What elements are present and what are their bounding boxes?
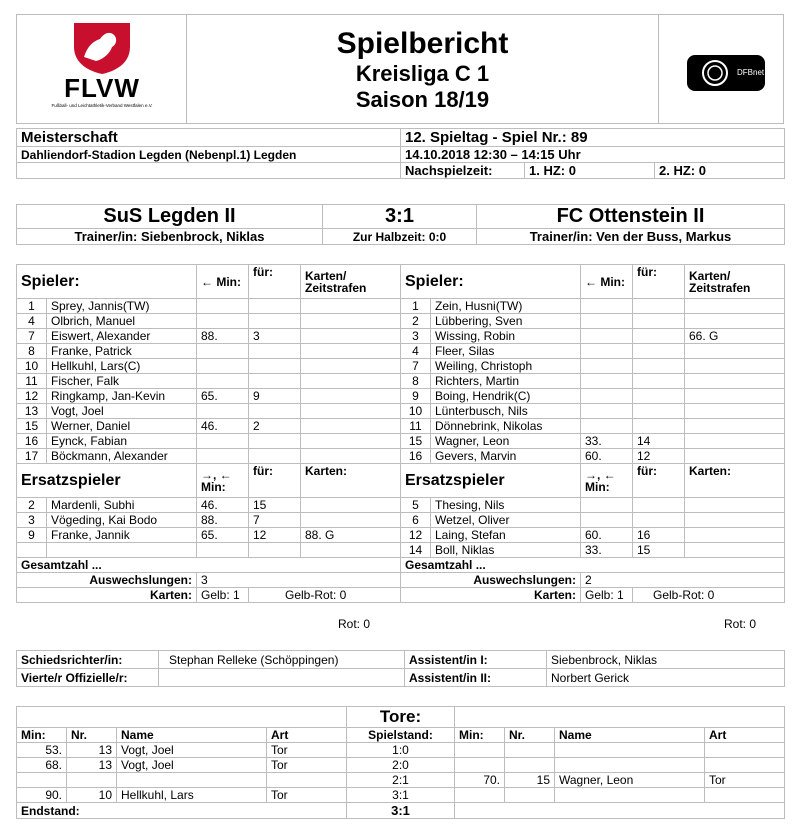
away-for-header: für:	[633, 265, 685, 299]
home-player-cards	[301, 374, 401, 389]
home-sub-min-header: →, ← Min:	[197, 464, 249, 498]
home-sub-for: 12	[249, 528, 301, 543]
away-player-cards	[685, 314, 785, 329]
away-player-number: 2	[401, 314, 431, 329]
away-player-name: Wagner, Leon	[431, 434, 581, 449]
away-player-sub-for	[633, 389, 685, 404]
goal-home-minute: 90.	[17, 788, 67, 803]
goal-away-minute	[455, 788, 505, 803]
lineup-row	[17, 314, 785, 329]
home-sub-cards	[301, 498, 401, 513]
goal-away-name	[555, 758, 705, 773]
goal-home-minute: 68.	[17, 758, 67, 773]
home-player-sub-for	[249, 344, 301, 359]
away-player-cards	[685, 389, 785, 404]
away-players-header: Spieler:	[401, 265, 581, 299]
away-player-number: 16	[401, 449, 431, 464]
home-cards-header: Karten/ Zeitstrafen	[301, 265, 401, 299]
away-player-cards: 66. G	[685, 329, 785, 344]
home-sub-for: 7	[249, 513, 301, 528]
lineup-row	[17, 449, 785, 464]
goal-min-header: Min:	[17, 728, 67, 743]
home-player-sub-minute	[197, 404, 249, 419]
goal-home-name: Hellkuhl, Lars	[117, 788, 267, 803]
home-player-number: 7	[17, 329, 47, 344]
goal-score: 3:1	[347, 788, 455, 803]
dfbnet-badge	[687, 55, 765, 91]
away-player-sub-for	[633, 329, 685, 344]
away-sub-for: 16	[633, 528, 685, 543]
teams-table	[16, 204, 785, 245]
overtime-first-half: 1. HZ: 0	[525, 163, 655, 179]
away-player-name: Wissing, Robin	[431, 329, 581, 344]
home-player-sub-for: 9	[249, 389, 301, 404]
home-subs-count: 3	[197, 573, 401, 588]
goal-home-type	[267, 773, 347, 788]
away-yellow-count: Gelb: 1	[581, 588, 633, 603]
away-player-sub-minute: 33.	[581, 434, 633, 449]
goals-table	[16, 706, 785, 819]
home-player-sub-minute: 46.	[197, 419, 249, 434]
goal-type-header: Art	[267, 728, 347, 743]
competition-type: Meisterschaft	[17, 129, 401, 147]
home-player-name: Eynck, Fabian	[47, 434, 197, 449]
goal-score: 2:1	[347, 773, 455, 788]
dfbnet-label: DFBnet	[737, 68, 765, 77]
away-sub-min-header: →, ← Min:	[581, 464, 633, 498]
away-sub-minute	[581, 498, 633, 513]
dfb-emblem-icon	[701, 59, 729, 87]
flvw-crest-icon	[70, 19, 134, 75]
goal-home-type: Tor	[267, 788, 347, 803]
home-player-sub-minute	[197, 299, 249, 314]
home-sub-name: Vögeding, Kai Bodo	[47, 513, 197, 528]
away-min-header: ← Min:	[581, 265, 633, 299]
away-sub-number: 12	[401, 528, 431, 543]
away-player-sub-for	[633, 404, 685, 419]
goal-name-header-away: Name	[555, 728, 705, 743]
home-player-cards	[301, 404, 401, 419]
home-yellowred-count: Gelb-Rot: 0	[249, 588, 401, 603]
lineup-row	[17, 419, 785, 434]
final-score: 3:1	[323, 205, 477, 229]
away-sub-for	[633, 498, 685, 513]
goal-home-type: Tor	[267, 758, 347, 773]
away-player-name: Lünterbusch, Nils	[431, 404, 581, 419]
away-player-cards	[685, 299, 785, 314]
home-player-sub-minute: 65.	[197, 389, 249, 404]
lineups-table	[16, 264, 785, 603]
report-header	[16, 14, 784, 124]
flvw-subtitle: Fußball- und Leichtathletik-Verband Westfalen e.V.	[51, 103, 153, 108]
goal-row	[17, 788, 785, 803]
home-sub-name	[47, 543, 197, 558]
final-right-spacer	[455, 803, 785, 819]
home-player-sub-for	[249, 314, 301, 329]
home-sub-minute	[197, 543, 249, 558]
home-sub-minute: 65.	[197, 528, 249, 543]
home-player-sub-for	[249, 404, 301, 419]
away-sub-number: 6	[401, 513, 431, 528]
away-player-sub-minute	[581, 359, 633, 374]
home-player-sub-minute	[197, 344, 249, 359]
goal-away-number	[505, 788, 555, 803]
goal-away-minute	[455, 758, 505, 773]
away-sub-minute	[581, 513, 633, 528]
home-player-number: 8	[17, 344, 47, 359]
goal-away-name: Wagner, Leon	[555, 773, 705, 788]
away-subs-count-label: Auswechslungen:	[401, 573, 581, 588]
away-total-label: Gesamtzahl ...	[401, 558, 785, 573]
goal-type-header-away: Art	[705, 728, 785, 743]
away-player-number: 11	[401, 419, 431, 434]
assistant1-label: Assistent/in I:	[405, 651, 547, 669]
home-player-name: Hellkuhl, Lars(C)	[47, 359, 197, 374]
away-sub-cards-header: Karten:	[685, 464, 785, 498]
home-player-number: 4	[17, 314, 47, 329]
report-title: Spielbericht	[336, 27, 509, 60]
away-player-number: 15	[401, 434, 431, 449]
away-player-sub-for	[633, 419, 685, 434]
home-player-cards	[301, 449, 401, 464]
goal-score: 2:0	[347, 758, 455, 773]
goal-away-type	[705, 758, 785, 773]
goal-score-header: Spielstand:	[347, 728, 455, 743]
home-sub-name: Franke, Jannik	[47, 528, 197, 543]
home-sub-for: 15	[249, 498, 301, 513]
away-team-name: FC Ottenstein II	[477, 205, 785, 229]
home-sub-minute: 88.	[197, 513, 249, 528]
officials-table	[16, 650, 785, 687]
home-player-cards	[301, 314, 401, 329]
goal-nr-header: Nr.	[67, 728, 117, 743]
home-player-sub-for	[249, 359, 301, 374]
away-sub-for-header: für:	[633, 464, 685, 498]
goal-row	[17, 743, 785, 758]
goal-away-type	[705, 743, 785, 758]
home-sub-name: Mardenli, Subhi	[47, 498, 197, 513]
away-player-name: Lübbering, Sven	[431, 314, 581, 329]
home-player-sub-for	[249, 299, 301, 314]
away-player-sub-minute	[581, 344, 633, 359]
subs-row	[17, 513, 785, 528]
subs-row	[17, 498, 785, 513]
goals-title: Tore:	[347, 707, 455, 728]
flvw-name: FLVW	[64, 73, 140, 103]
home-sub-number: 2	[17, 498, 47, 513]
away-player-cards	[685, 449, 785, 464]
away-player-sub-minute	[581, 419, 633, 434]
away-coach: Trainer/in: Ven der Buss, Markus	[477, 229, 785, 245]
home-player-cards	[301, 419, 401, 434]
goal-away-number	[505, 743, 555, 758]
subs-row	[17, 543, 785, 558]
away-yellowred-count: Gelb-Rot: 0	[633, 588, 785, 603]
away-player-sub-minute	[581, 314, 633, 329]
match-info-table	[16, 128, 785, 179]
fourth-official-label: Vierte/r Offizielle/r:	[17, 669, 159, 687]
home-player-cards	[301, 434, 401, 449]
goal-home-name: Vogt, Joel	[117, 758, 267, 773]
lineup-row	[17, 389, 785, 404]
home-player-cards	[301, 389, 401, 404]
goal-home-number: 13	[67, 758, 117, 773]
home-player-name: Olbrich, Manuel	[47, 314, 197, 329]
home-yellow-count: Gelb: 1	[197, 588, 249, 603]
away-player-name: Zein, Husni(TW)	[431, 299, 581, 314]
assistant2-name: Norbert Gerick	[547, 669, 785, 687]
home-sub-number: 3	[17, 513, 47, 528]
home-player-name: Vogt, Joel	[47, 404, 197, 419]
home-red-count: Rot: 0	[338, 617, 371, 631]
goal-away-type: Tor	[705, 773, 785, 788]
away-sub-cards	[685, 528, 785, 543]
home-player-cards	[301, 299, 401, 314]
lineup-row	[17, 329, 785, 344]
goals-left-spacer	[17, 707, 347, 728]
home-player-cards	[301, 359, 401, 374]
home-sub-number: 9	[17, 528, 47, 543]
home-player-sub-minute	[197, 314, 249, 329]
away-player-sub-for: 12	[633, 449, 685, 464]
away-sub-name: Laing, Stefan	[431, 528, 581, 543]
away-player-number: 4	[401, 344, 431, 359]
home-player-name: Ringkamp, Jan-Kevin	[47, 389, 197, 404]
flvw-logo	[17, 15, 187, 123]
home-min-header: ← Min:	[197, 265, 249, 299]
overtime-second-half: 2. HZ: 0	[655, 163, 785, 179]
dfbnet-logo	[659, 15, 783, 123]
goal-home-type: Tor	[267, 743, 347, 758]
home-sub-cards	[301, 513, 401, 528]
season-name: Saison 18/19	[355, 87, 490, 112]
away-player-sub-for	[633, 359, 685, 374]
away-sub-minute: 33.	[581, 543, 633, 558]
home-player-sub-for	[249, 434, 301, 449]
goal-home-name: Vogt, Joel	[117, 743, 267, 758]
home-player-sub-minute: 88.	[197, 329, 249, 344]
away-player-number: 10	[401, 404, 431, 419]
away-sub-name: Thesing, Nils	[431, 498, 581, 513]
venue: Dahliendorf-Stadion Legden (Nebenpl.1) Legden	[17, 147, 401, 163]
away-sub-cards	[685, 543, 785, 558]
home-player-number: 13	[17, 404, 47, 419]
home-player-name: Böckmann, Alexander	[47, 449, 197, 464]
home-player-number: 12	[17, 389, 47, 404]
away-subs-count: 2	[581, 573, 785, 588]
away-player-name: Richters, Martin	[431, 374, 581, 389]
away-player-number: 1	[401, 299, 431, 314]
subs-row	[17, 528, 785, 543]
overtime-label: Nachspielzeit:	[401, 163, 525, 179]
home-player-number: 11	[17, 374, 47, 389]
away-player-sub-for	[633, 314, 685, 329]
away-sub-cards	[685, 513, 785, 528]
lineup-row	[17, 344, 785, 359]
away-player-name: Dönnebrink, Nikolas	[431, 419, 581, 434]
away-player-sub-minute	[581, 374, 633, 389]
assistant2-label: Assistent/in II:	[405, 669, 547, 687]
lineup-row	[17, 299, 785, 314]
away-player-sub-for	[633, 299, 685, 314]
away-sub-minute: 60.	[581, 528, 633, 543]
goal-row	[17, 758, 785, 773]
home-for-header: für:	[249, 265, 301, 299]
away-sub-name: Wetzel, Oliver	[431, 513, 581, 528]
away-player-sub-minute	[581, 299, 633, 314]
referee-label: Schiedsrichter/in:	[17, 651, 159, 669]
away-player-name: Weiling, Christoph	[431, 359, 581, 374]
home-sub-number	[17, 543, 47, 558]
away-sub-name: Boll, Niklas	[431, 543, 581, 558]
home-subs-header: Ersatzspieler	[17, 464, 197, 498]
home-player-sub-for	[249, 374, 301, 389]
home-player-name: Sprey, Jannis(TW)	[47, 299, 197, 314]
home-total-label: Gesamtzahl ...	[17, 558, 401, 573]
home-player-sub-minute	[197, 374, 249, 389]
away-sub-number: 14	[401, 543, 431, 558]
home-player-sub-minute	[197, 434, 249, 449]
home-player-cards	[301, 329, 401, 344]
away-player-number: 7	[401, 359, 431, 374]
away-player-cards	[685, 374, 785, 389]
home-sub-minute: 46.	[197, 498, 249, 513]
away-player-name: Gevers, Marvin	[431, 449, 581, 464]
home-player-sub-minute	[197, 359, 249, 374]
goal-home-number: 10	[67, 788, 117, 803]
lineup-row	[17, 404, 785, 419]
lineup-row	[17, 359, 785, 374]
home-player-number: 15	[17, 419, 47, 434]
goal-name-header: Name	[117, 728, 267, 743]
home-sub-cards-header: Karten:	[301, 464, 401, 498]
goal-min-header-away: Min:	[455, 728, 505, 743]
away-player-cards	[685, 434, 785, 449]
lineup-row	[17, 374, 785, 389]
away-subs-header: Ersatzspieler	[401, 464, 581, 498]
match-datetime: 14.10.2018 12:30 – 14:15 Uhr	[401, 147, 785, 163]
home-cards-label: Karten:	[17, 588, 197, 603]
title-block	[187, 15, 659, 123]
away-sub-for: 15	[633, 543, 685, 558]
away-player-name: Boing, Hendrik(C)	[431, 389, 581, 404]
away-sub-for	[633, 513, 685, 528]
fourth-official-name	[159, 669, 405, 687]
assistant1-name: Siebenbrock, Niklas	[547, 651, 785, 669]
away-player-name: Fleer, Silas	[431, 344, 581, 359]
goal-nr-header-away: Nr.	[505, 728, 555, 743]
away-player-sub-for	[633, 374, 685, 389]
home-sub-for	[249, 543, 301, 558]
away-cards-label: Karten:	[401, 588, 581, 603]
final-score-value: 3:1	[347, 803, 455, 819]
home-sub-cards	[301, 543, 401, 558]
goal-away-number: 15	[505, 773, 555, 788]
away-player-cards	[685, 359, 785, 374]
goal-away-minute: 70.	[455, 773, 505, 788]
home-player-name: Fischer, Falk	[47, 374, 197, 389]
home-players-header: Spieler:	[17, 265, 197, 299]
goal-home-minute	[17, 773, 67, 788]
away-red-count: Rot: 0	[724, 617, 757, 631]
away-player-number: 8	[401, 374, 431, 389]
home-player-sub-for: 3	[249, 329, 301, 344]
goal-home-name	[117, 773, 267, 788]
goal-away-number	[505, 758, 555, 773]
away-player-sub-minute	[581, 389, 633, 404]
home-player-sub-for	[249, 449, 301, 464]
final-score-label: Endstand:	[17, 803, 347, 819]
away-player-sub-minute	[581, 404, 633, 419]
goal-away-minute	[455, 743, 505, 758]
goals-right-spacer	[455, 707, 785, 728]
away-player-cards	[685, 344, 785, 359]
goal-home-number	[67, 773, 117, 788]
home-sub-for-header: für:	[249, 464, 301, 498]
away-player-sub-for	[633, 344, 685, 359]
goal-home-number: 13	[67, 743, 117, 758]
away-player-cards	[685, 419, 785, 434]
home-player-name: Eiswert, Alexander	[47, 329, 197, 344]
away-player-sub-for: 14	[633, 434, 685, 449]
matchday-info: 12. Spieltag - Spiel Nr.: 89	[401, 129, 785, 147]
home-subs-count-label: Auswechslungen:	[17, 573, 197, 588]
away-player-cards	[685, 404, 785, 419]
away-player-sub-minute	[581, 329, 633, 344]
goal-row	[17, 773, 785, 788]
league-name: Kreisliga C 1	[355, 61, 490, 86]
home-sub-cards: 88. G	[301, 528, 401, 543]
home-player-number: 17	[17, 449, 47, 464]
goal-away-name	[555, 743, 705, 758]
goal-away-type	[705, 788, 785, 803]
home-player-name: Werner, Daniel	[47, 419, 197, 434]
home-player-sub-minute	[197, 449, 249, 464]
empty-cell	[17, 163, 401, 179]
home-player-cards	[301, 344, 401, 359]
goal-score: 1:0	[347, 743, 455, 758]
home-team-name: SuS Legden II	[17, 205, 323, 229]
goal-home-minute: 53.	[17, 743, 67, 758]
away-player-sub-minute: 60.	[581, 449, 633, 464]
home-player-number: 10	[17, 359, 47, 374]
home-coach: Trainer/in: Siebenbrock, Niklas	[17, 229, 323, 245]
home-player-number: 1	[17, 299, 47, 314]
away-cards-header: Karten/ Zeitstrafen	[685, 265, 785, 299]
home-player-name: Franke, Patrick	[47, 344, 197, 359]
away-sub-number: 5	[401, 498, 431, 513]
home-player-number: 16	[17, 434, 47, 449]
halftime-score: Zur Halbzeit: 0:0	[323, 229, 477, 245]
away-player-number: 3	[401, 329, 431, 344]
away-player-number: 9	[401, 389, 431, 404]
referee-name: Stephan Relleke (Schöppingen)	[159, 651, 405, 669]
goal-away-name	[555, 788, 705, 803]
away-sub-cards	[685, 498, 785, 513]
lineup-row	[17, 434, 785, 449]
home-player-sub-for: 2	[249, 419, 301, 434]
